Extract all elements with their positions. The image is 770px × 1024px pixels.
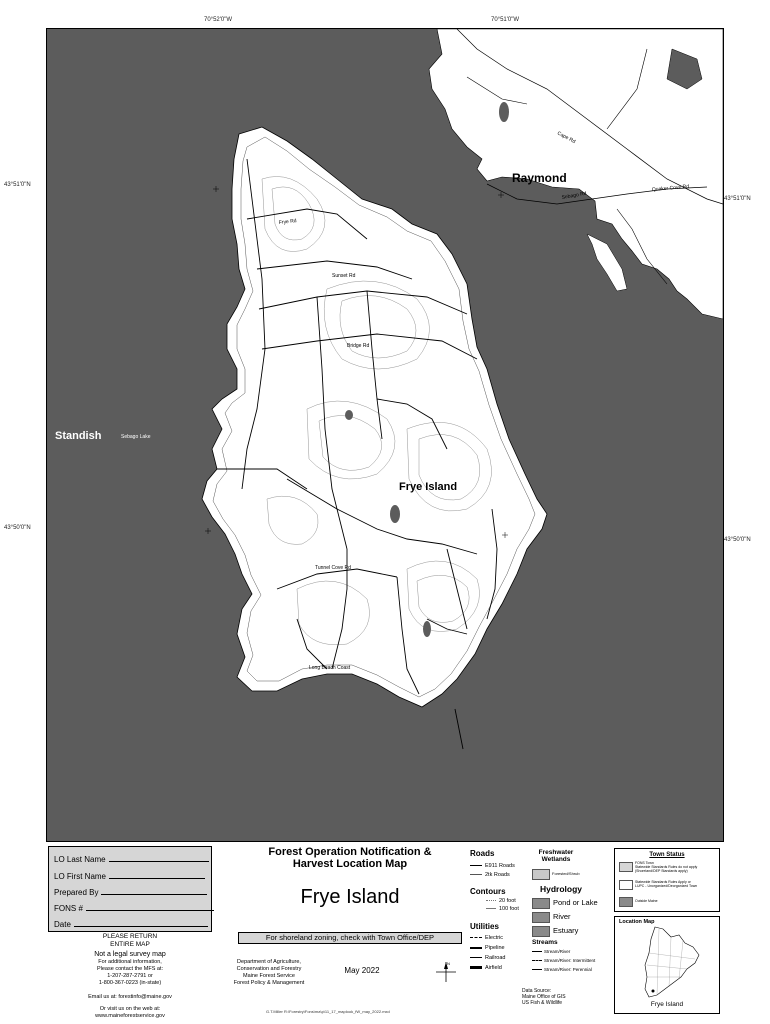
legend-utilities-title: Utilities [470,922,499,931]
location-map-label: Frye Island [650,1001,684,1008]
coord-left-upper: 43°51'0"N [4,182,31,188]
coord-left-lower: 43°50'0"N [4,525,31,531]
contact-line: 1-800-367-0223 (in-state) [98,980,162,986]
source-line: Data Source: [522,988,552,994]
town-status-box [614,848,720,912]
legend-railroad [470,955,505,961]
legend-stream1-label: Stream/River [544,949,571,954]
town-status-line: LUPC - Unorganized/Deorganized Town [635,884,698,888]
wetland-swatch [532,869,550,880]
file-footer: G.T.Miller R:\Forestry\Fons\ma\p\11_17_maplook_fW_may_2022.mxd [266,1009,390,1014]
contact-line: For additional information, [98,959,162,965]
web-link[interactable]: www.maineforestservice.gov [95,1013,165,1019]
estuary-swatch [532,926,550,937]
web-line: Or visit us on the web at: [99,1006,161,1012]
outside-maine-swatch [619,897,633,907]
legend-stream2-label: Stream/River: Intermittent [544,958,596,963]
legend-stream3-label: Stream/River: Perennial [544,967,592,972]
legend-wetlands-title [528,849,584,863]
coord-top-left: 70°52'0"W [204,17,233,23]
town-status-fons [635,861,697,873]
legend-railroad-label: Railroad [485,955,506,961]
legend-hydrology-title: Hydrology [540,884,583,894]
date-field[interactable] [54,920,208,929]
legend-20ft [486,898,516,904]
prepared-by-label: Prepared By [54,888,99,897]
source-line: US Fish & Wildlife [522,1000,563,1006]
legend-e911 [470,863,515,869]
dept-line: Forest Policy & Management [233,980,305,986]
map-road-label: Cape Rd [556,130,577,146]
map-road-label: Bridge Rd [347,343,370,349]
town-status-line: Statewide Standards Rules Apply or [635,880,691,884]
lo-last-name-label: LO Last Name [54,855,106,864]
legend-pipeline [470,945,505,951]
legend-100ft [486,906,519,912]
river-swatch [532,912,550,923]
pond-swatch [532,898,550,909]
coord-right-upper: 43°51'0"N [724,196,751,202]
statewide-swatch [619,880,633,890]
legend-stream2 [532,958,595,963]
lo-first-name-field[interactable] [54,872,205,881]
map-road-label: Tunnel Cove Rd [315,565,351,571]
contact-info [46,959,214,1020]
legend-pipeline-label: Pipeline [485,945,505,951]
title-line: Harvest Location Map [292,858,408,870]
shoreland-note: For shoreland zoning, check with Town Office/DEP [238,932,462,944]
email-link[interactable]: Email us at: forestinfo@maine.gov [88,994,172,1000]
return-line: ENTIRE MAP [110,941,150,948]
pond-island [390,505,400,523]
map-road-label: Long Beach Coast [309,665,351,671]
map-title [232,846,468,870]
return-line: PLEASE RETURN [102,933,158,940]
contact-line: Please contact the MFS at: [96,966,164,972]
map-road-label: Sebago Rd [561,190,587,201]
not-legal-note: Not a legal survey map [94,951,166,958]
dept-line: Maine Forest Service [243,973,295,979]
dept-line: Conservation and Forestry [236,966,302,972]
legend-streams-title: Streams [532,939,558,946]
contact-line: 1-207-287-2791 or [107,973,153,979]
lo-first-name-label: LO First Name [54,872,107,881]
fons-label: FONS # [54,904,83,913]
title-line: Forest Operation Notification & [268,846,432,858]
north-arrow-icon [434,960,458,984]
legend-roads-title: Roads [470,849,495,858]
mainland-lobe [587,234,627,291]
town-status-outside: Outside Maine [635,899,658,903]
source-line: Maine Office of GIS [522,994,566,1000]
svg-text:N: N [447,961,450,966]
map-road-label: Sunset Rd [332,273,356,279]
legend-contours-title: Contours [470,887,506,896]
legend-river: River [553,912,571,921]
data-source [522,988,566,1006]
maine-outline-icon [635,925,705,1001]
legend-airfield-label: Airfield [485,965,502,971]
town-status-title: Town Status [649,852,685,858]
pond-small-raymond [499,102,509,122]
map-road-label: Frye Rd [278,218,297,226]
legend-panel [46,841,722,1018]
fons-town-swatch [619,862,633,872]
town-status-statewide [635,880,697,888]
location-map-box [614,916,720,1014]
department-block [208,959,330,987]
label-standish: Standish [55,430,102,442]
legend-gis-roads [470,872,510,878]
dept-line: Department of Agriculture, [237,959,301,965]
coord-right-lower: 43°50'0"N [724,537,751,543]
legend-estuary: Estuary [553,926,579,935]
label-raymond: Raymond [512,171,567,185]
legend-electric-label: Electric [485,935,504,941]
map-date: May 2022 [344,966,380,975]
landowner-form[interactable] [48,846,212,932]
legend-20ft-label: 20 foot [499,898,516,904]
wetlands-title-line: Wetlands [541,856,571,863]
pond-island [423,621,431,637]
legend-gis-roads-label: 2tk Roads [485,872,510,878]
legend-stream1 [532,949,570,954]
legend-e911-label: E911 Roads [485,863,515,869]
legend-airfield [470,965,502,971]
town-status-line: FONS Town [635,861,654,865]
fons-field[interactable] [54,904,214,913]
coord-top-right: 70°51'0"W [491,17,520,23]
legend-wetland-item: Forested/Shrub [552,871,580,876]
wetlands-title-line: Freshwater [538,849,574,856]
legend-electric [470,935,503,941]
legend-stream3 [532,967,592,972]
town-status-line: Statewide Standards Rules do not apply [635,865,698,869]
map-frame[interactable] [46,28,724,842]
location-map-title: Location Map [619,919,655,925]
lo-last-name-field[interactable] [54,855,209,864]
map-road-label: Quaker Cove Rd [651,183,690,193]
town-title: Frye Island [300,886,400,908]
town-status-line: (Shoreland/DEP Standards apply) [635,869,688,873]
pond-island [345,410,353,420]
label-sebago-lake: Sebago Lake [121,434,151,440]
return-notice [46,933,214,959]
legend-100ft-label: 100 foot [499,906,519,912]
date-label: Date [54,920,71,929]
label-frye-island: Frye Island [399,481,458,493]
prepared-by-field[interactable] [54,888,207,897]
legend-pond: Pond or Lake [553,898,598,907]
